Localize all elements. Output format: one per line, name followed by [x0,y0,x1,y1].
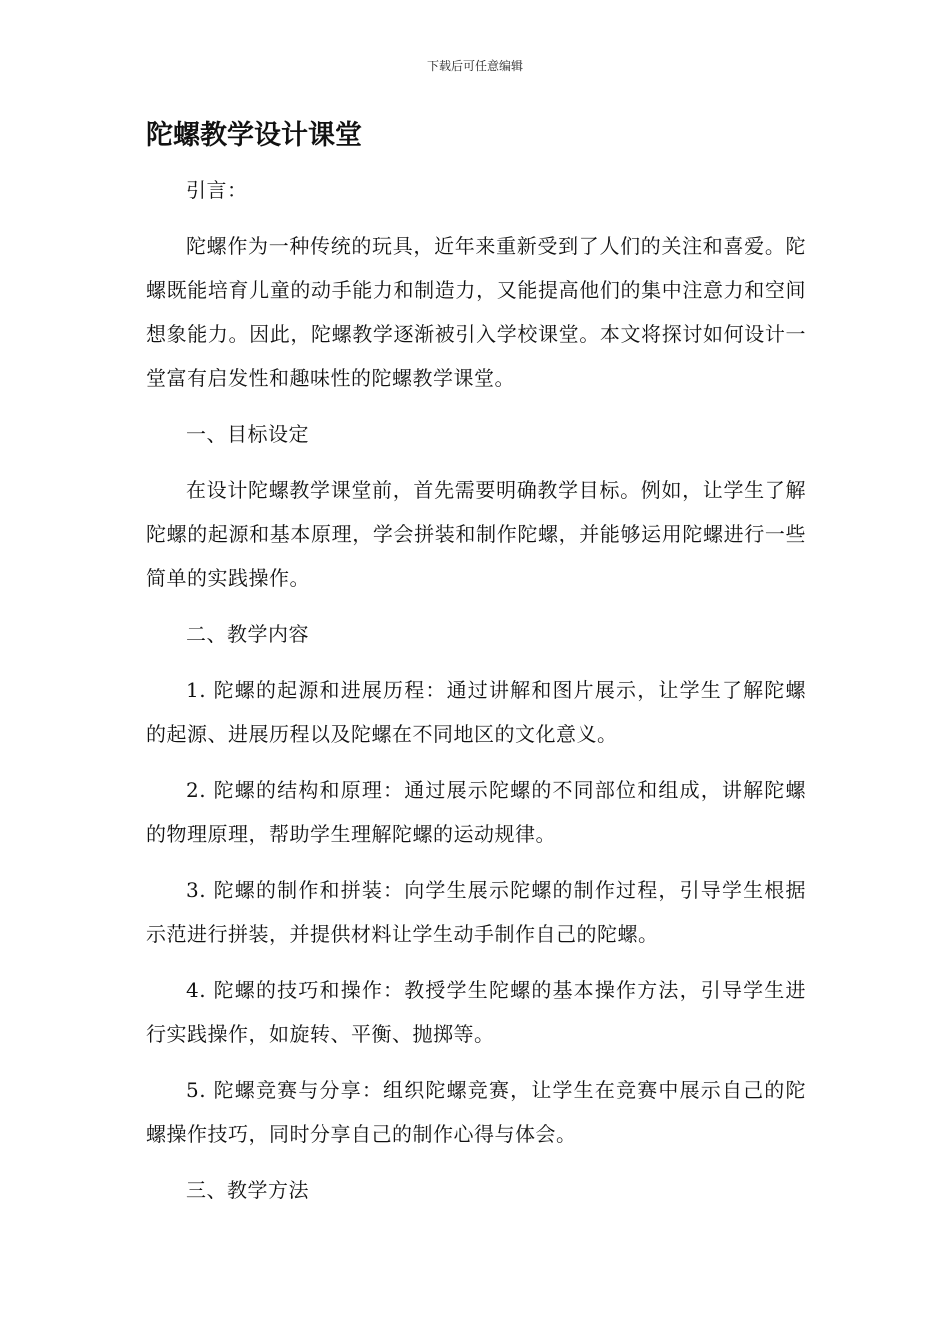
list-item-3: 3. 陀螺的制作和拼装：向学生展示陀螺的制作过程，引导学生根据示范进行拼装，并提供材料让学生动手制作自己的陀螺。 [146,878,806,946]
list-item-4: 4. 陀螺的技巧和操作：教授学生陀螺的基本操作方法，引导学生进行实践操作，如旋转、平衡、抛掷等。 [146,978,806,1046]
paragraph-goals: 在设计陀螺教学课堂前，首先需要明确教学目标。例如，让学生了解陀螺的起源和基本原理，学会拼装和制作陀螺，并能够运用陀螺进行一些简单的实践操作。 [146,478,806,590]
list-item-5: 5. 陀螺竞赛与分享：组织陀螺竞赛，让学生在竞赛中展示自己的陀螺操作技巧，同时分享自己的制作心得与体会。 [146,1078,806,1146]
header-note: 下载后可任意编辑 [426,59,523,73]
section-heading-methods: 三、教学方法 [186,1178,309,1202]
list-item-1: 1. 陀螺的起源和进展历程：通过讲解和图片展示，让学生了解陀螺的起源、进展历程以及陀螺在不同地区的文化意义。 [146,678,806,746]
paragraph-intro: 陀螺作为一种传统的玩具，近年来重新受到了人们的关注和喜爱。陀螺既能培育儿童的动手能力和制造力，又能提高他们的集中注意力和空间想象能力。因此，陀螺教学逐渐被引入学校课堂。本文将探讨如何设计一堂富有启发性和趣味性的陀螺教学课堂。 [146,234,806,390]
paragraph-intro-heading: 引言： [186,178,248,202]
section-heading-goals: 一、目标设定 [186,422,309,446]
document-title: 陀螺教学设计课堂 [146,120,362,151]
list-item-2: 2. 陀螺的结构和原理：通过展示陀螺的不同部位和组成，讲解陀螺的物理原理，帮助学生理解陀螺的运动规律。 [146,778,806,846]
section-heading-content: 二、教学内容 [186,622,309,646]
document-body [146,168,806,1224]
